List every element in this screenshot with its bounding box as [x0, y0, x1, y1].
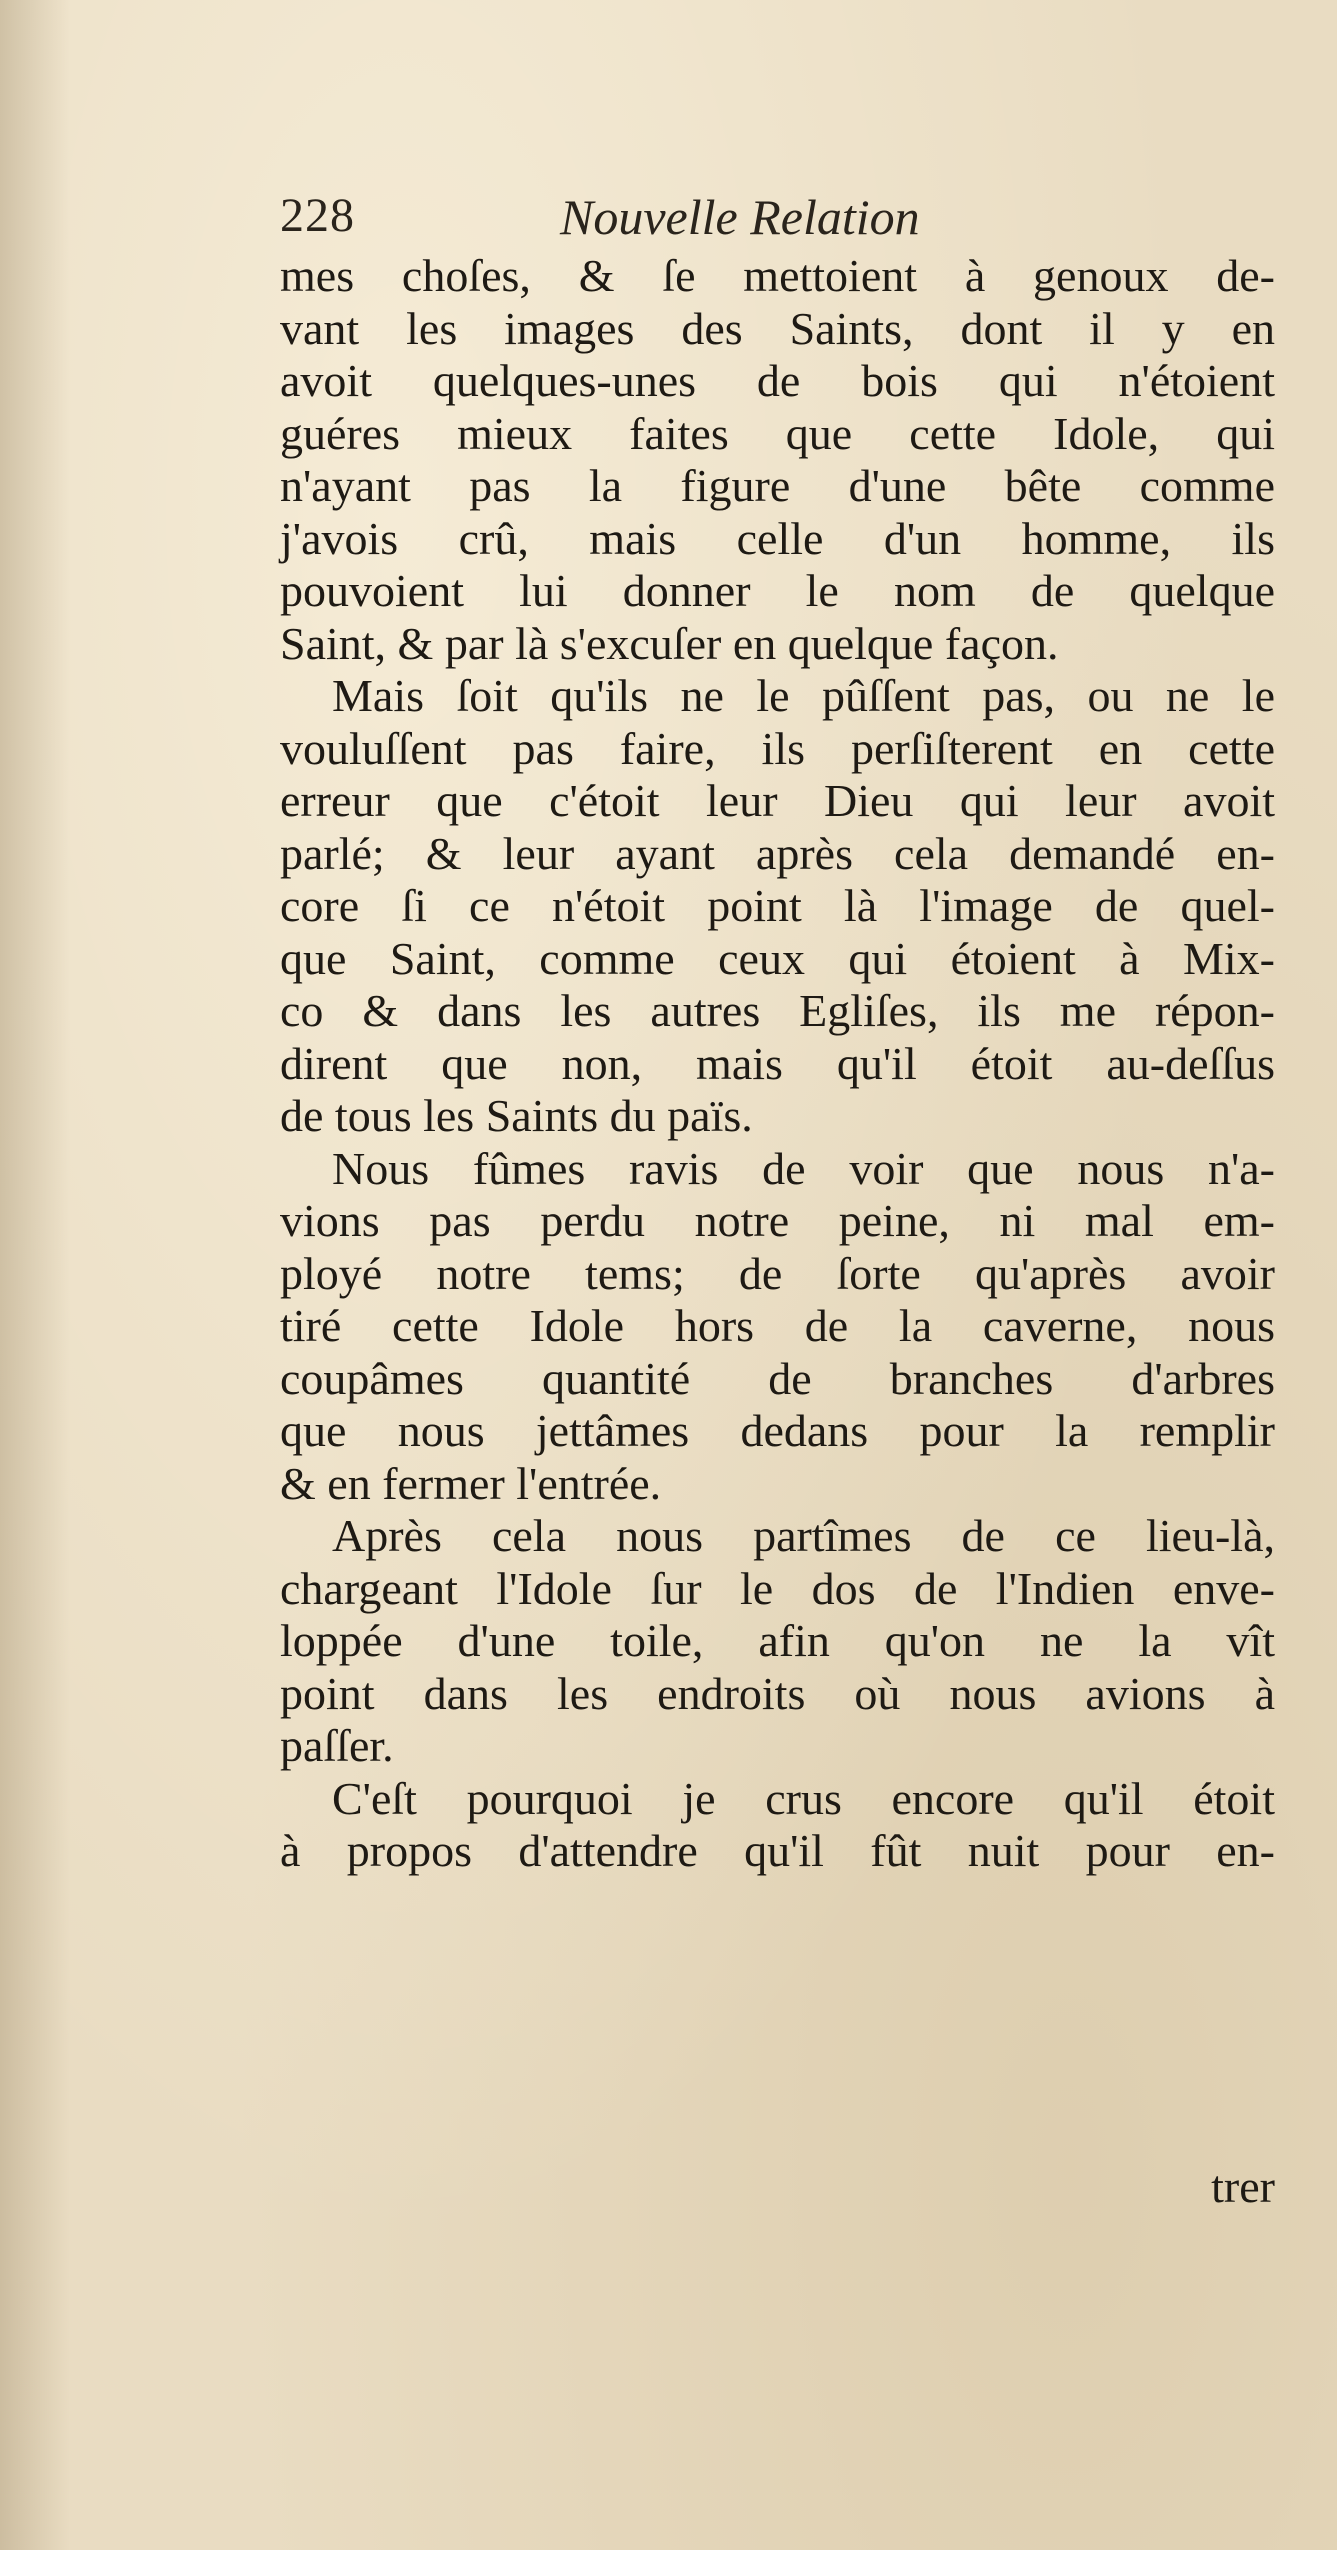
text-line: chargeant l'Idole ſur le dos de l'Indien enve-: [280, 1562, 1275, 1614]
body-text: [280, 250, 1275, 1878]
text-line: erreur que c'étoit leur Dieu qui leur avoit: [280, 775, 1275, 826]
text-line: n'ayant pas la figure d'une bête comme: [280, 460, 1275, 511]
text-line: à propos d'attendre qu'il fût nuit pour en-: [280, 1825, 1275, 1876]
text-line: j'avois crû, mais celle d'un homme, ils: [280, 512, 1275, 564]
text-line: core ſi ce n'étoit point là l'image de quel-: [280, 880, 1275, 931]
text-line: point dans les endroits où nous avions à: [280, 1667, 1275, 1719]
text-line: ployé notre tems; de ſorte qu'après avoir: [280, 1247, 1275, 1299]
text-line: C'eſt pourquoi je crus encore qu'il étoit: [332, 1772, 1275, 1824]
text-line: pouvoient lui donner le nom de quelque: [280, 565, 1275, 616]
text-line: Mais ſoit qu'ils ne le pûſſent pas, ou ne le: [332, 670, 1275, 721]
running-title: Nouvelle Relation: [560, 189, 920, 245]
text-line: parlé; & leur ayant après cela demandé en-: [280, 827, 1275, 879]
text-line: Nous fûmes ravis de voir que nous n'a-: [332, 1142, 1275, 1194]
text-line: vions pas perdu notre peine, ni mal em-: [280, 1195, 1275, 1246]
text-line: tiré cette Idole hors de la caverne, nous: [280, 1300, 1275, 1351]
text-line: coupâmes quantité de branches d'arbres: [280, 1352, 1275, 1404]
text-line: avoit quelques-unes de bois qui n'étoient: [280, 355, 1275, 406]
text-line: Après cela nous partîmes de ce lieu-là,: [332, 1510, 1275, 1561]
text-line: que nous jettâmes dedans pour la remplir: [280, 1405, 1275, 1456]
text-line: vant les images des Saints, dont il y en: [280, 302, 1275, 354]
page-number: 228: [280, 189, 355, 242]
page-header: [280, 188, 1180, 258]
text-line: paſſer.: [280, 1720, 394, 1771]
text-line: que Saint, comme ceux qui étoient à Mix-: [280, 932, 1275, 984]
spine-shadow: [0, 0, 70, 2550]
text-line: mes choſes, & ſe mettoient à genoux de-: [280, 250, 1275, 301]
text-line: Saint, & par là s'excuſer en quelque façon.: [280, 617, 1059, 669]
text-line: dirent que non, mais qu'il étoit au-deſſus: [280, 1037, 1275, 1089]
catchword: trer: [1211, 2161, 1275, 2212]
text-line: vouluſſent pas faire, ils perſiſterent en cette: [280, 722, 1275, 774]
text-line: co & dans les autres Egliſes, ils me répon-: [280, 985, 1275, 1036]
text-line: loppée d'une toile, afin qu'on ne la vît: [280, 1615, 1275, 1666]
text-line: & en fermer l'entrée.: [280, 1457, 662, 1509]
text-line: de tous les Saints du païs.: [280, 1090, 753, 1141]
text-line: guéres mieux faites que cette Idole, qui: [280, 407, 1275, 459]
